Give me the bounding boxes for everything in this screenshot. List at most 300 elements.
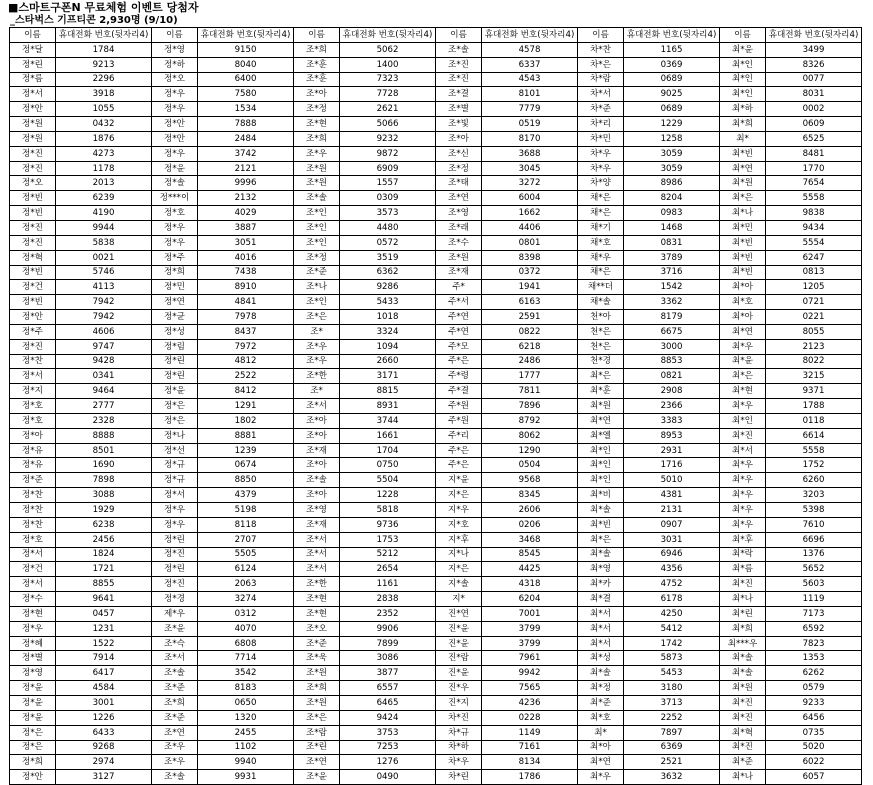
- winner-name-cell: 최*인: [720, 72, 766, 87]
- table-row: [10, 235, 862, 250]
- column-header-name: 이름: [578, 28, 624, 43]
- winner-name-cell: 주*리: [436, 428, 482, 443]
- winner-name-cell: 최*진: [720, 577, 766, 592]
- winner-name-cell: 주*: [436, 280, 482, 295]
- winner-name-cell: 정*성: [152, 324, 198, 339]
- winner-name-cell: 조*희: [294, 42, 340, 57]
- winner-phone-cell: 7323: [340, 72, 436, 87]
- winner-phone-cell: 0432: [56, 117, 152, 132]
- winner-phone-cell: 7896: [482, 399, 578, 414]
- winner-name-cell: 조*재: [294, 517, 340, 532]
- table-body: [10, 42, 862, 784]
- winner-phone-cell: 9942: [482, 666, 578, 681]
- winner-phone-cell: 9286: [340, 280, 436, 295]
- winner-name-cell: 정*린: [152, 369, 198, 384]
- winner-name-cell: 최*인: [720, 413, 766, 428]
- winner-phone-cell: 6525: [766, 131, 862, 146]
- winner-phone-cell: 9906: [340, 621, 436, 636]
- table-row: [10, 710, 862, 725]
- table-header-row: [10, 28, 862, 43]
- winner-name-cell: 정*우: [152, 87, 198, 102]
- winner-name-cell: 정*호: [10, 399, 56, 414]
- winner-phone-cell: 6163: [482, 295, 578, 310]
- winner-phone-cell: 2838: [340, 592, 436, 607]
- winner-name-cell: 조*영: [294, 503, 340, 518]
- table-row: [10, 399, 862, 414]
- winner-name-cell: 정*민: [152, 280, 198, 295]
- winner-name-cell: 정*린: [152, 562, 198, 577]
- winner-phone-cell: 7580: [198, 87, 294, 102]
- winner-name-cell: 조*오: [294, 621, 340, 636]
- column-header-phone: 휴대전화 번호(뒷자리4): [482, 28, 578, 43]
- winner-phone-cell: 1929: [56, 503, 152, 518]
- winner-name-cell: 최*연: [720, 161, 766, 176]
- winner-phone-cell: 4318: [482, 577, 578, 592]
- table-row: [10, 636, 862, 651]
- winner-phone-cell: 5873: [624, 651, 720, 666]
- winner-name-cell: 조*수: [436, 235, 482, 250]
- winner-phone-cell: 0519: [482, 117, 578, 132]
- winner-phone-cell: 5838: [56, 235, 152, 250]
- winner-phone-cell: 0309: [340, 191, 436, 206]
- winner-name-cell: 정*수: [10, 592, 56, 607]
- winner-name-cell: 정*진: [152, 547, 198, 562]
- winner-phone-cell: 7654: [766, 176, 862, 191]
- winner-name-cell: 정*건: [10, 280, 56, 295]
- winner-name-cell: 최*아: [578, 740, 624, 755]
- winner-name-cell: 최*빈: [720, 265, 766, 280]
- winner-name-cell: 정*달: [10, 42, 56, 57]
- winner-phone-cell: 3632: [624, 770, 720, 785]
- winner-name-cell: 조*준: [152, 710, 198, 725]
- table-row: [10, 131, 862, 146]
- winner-name-cell: 채*기: [578, 220, 624, 235]
- winner-phone-cell: 3713: [624, 695, 720, 710]
- winner-phone-cell: 0341: [56, 369, 152, 384]
- winner-phone-cell: 9872: [340, 146, 436, 161]
- table-row: [10, 547, 862, 562]
- winner-name-cell: 최*비: [578, 488, 624, 503]
- winner-name-cell: 주*은: [436, 458, 482, 473]
- winner-name-cell: 최*엘: [578, 428, 624, 443]
- winner-phone-cell: 7961: [482, 651, 578, 666]
- winner-name-cell: 차*준: [578, 102, 624, 117]
- winner-phone-cell: 2660: [340, 354, 436, 369]
- winner-name-cell: 최*은: [578, 369, 624, 384]
- table-row: [10, 220, 862, 235]
- winner-name-cell: 조*영: [436, 206, 482, 221]
- winner-name-cell: 조*정: [294, 250, 340, 265]
- winner-phone-cell: 0983: [624, 206, 720, 221]
- winner-name-cell: 정*린: [152, 532, 198, 547]
- winner-name-cell: 최*준: [578, 695, 624, 710]
- winner-name-cell: 최*: [578, 725, 624, 740]
- winner-name-cell: 최*우: [720, 473, 766, 488]
- winner-phone-cell: 1291: [198, 399, 294, 414]
- winner-phone-cell: 9268: [56, 740, 152, 755]
- winner-phone-cell: 2707: [198, 532, 294, 547]
- winner-name-cell: 정*름: [10, 72, 56, 87]
- winner-name-cell: 지*은: [436, 562, 482, 577]
- winner-name-cell: 지*윤: [436, 473, 482, 488]
- table-row: [10, 577, 862, 592]
- winner-name-cell: 정*윤: [10, 681, 56, 696]
- winner-phone-cell: 1229: [624, 117, 720, 132]
- table-row: [10, 206, 862, 221]
- winner-phone-cell: 1320: [198, 710, 294, 725]
- winner-phone-cell: 7899: [340, 636, 436, 651]
- winner-phone-cell: 3127: [56, 770, 152, 785]
- table-row: [10, 87, 862, 102]
- winner-phone-cell: 4190: [56, 206, 152, 221]
- winner-phone-cell: 1784: [56, 42, 152, 57]
- winner-name-cell: 최*원: [720, 176, 766, 191]
- winner-name-cell: 조*우: [152, 755, 198, 770]
- table-row: [10, 250, 862, 265]
- winner-name-cell: 최*아: [720, 310, 766, 325]
- winner-phone-cell: 6696: [766, 532, 862, 547]
- winner-phone-cell: 1055: [56, 102, 152, 117]
- winners-table: [9, 27, 862, 785]
- winner-phone-cell: 8170: [482, 131, 578, 146]
- winner-name-cell: 지*우: [436, 503, 482, 518]
- winner-name-cell: 정*찬: [10, 488, 56, 503]
- winner-phone-cell: 2654: [340, 562, 436, 577]
- table-row: [10, 770, 862, 785]
- winner-phone-cell: 6808: [198, 636, 294, 651]
- winner-phone-cell: 5746: [56, 265, 152, 280]
- winner-phone-cell: 4070: [198, 621, 294, 636]
- winner-phone-cell: 3789: [624, 250, 720, 265]
- column-header-phone: 휴대전화 번호(뒷자리4): [56, 28, 152, 43]
- winner-name-cell: 조*서: [152, 651, 198, 666]
- winner-name-cell: 정*빈: [10, 206, 56, 221]
- winner-phone-cell: 7942: [56, 310, 152, 325]
- winner-name-cell: 조*아: [294, 413, 340, 428]
- winner-name-cell: 최*연: [578, 413, 624, 428]
- winner-name-cell: 정*린: [10, 57, 56, 72]
- winner-name-cell: 최*진: [720, 710, 766, 725]
- winner-phone-cell: 0689: [624, 102, 720, 117]
- column-header-name: 이름: [10, 28, 56, 43]
- winner-name-cell: 지*나: [436, 547, 482, 562]
- winner-name-cell: 정*진: [10, 220, 56, 235]
- winner-phone-cell: 6465: [340, 695, 436, 710]
- winner-phone-cell: 7438: [198, 265, 294, 280]
- winner-phone-cell: 2132: [198, 191, 294, 206]
- winner-name-cell: 조*정: [436, 161, 482, 176]
- winner-phone-cell: 3877: [340, 666, 436, 681]
- winner-phone-cell: 3180: [624, 681, 720, 696]
- winner-phone-cell: 1690: [56, 458, 152, 473]
- winner-name-cell: 정*준: [10, 473, 56, 488]
- winner-name-cell: 최*진: [720, 695, 766, 710]
- winner-name-cell: 정*우: [152, 503, 198, 518]
- winner-phone-cell: 9940: [198, 755, 294, 770]
- winner-phone-cell: 6592: [766, 621, 862, 636]
- winner-phone-cell: 7779: [482, 102, 578, 117]
- winner-name-cell: 채*호: [578, 235, 624, 250]
- winner-name-cell: 차*진: [436, 710, 482, 725]
- winner-phone-cell: 8792: [482, 413, 578, 428]
- winner-name-cell: 정*호: [152, 206, 198, 221]
- winner-phone-cell: 9371: [766, 384, 862, 399]
- winner-phone-cell: 5020: [766, 740, 862, 755]
- winner-name-cell: 조*슥: [152, 636, 198, 651]
- winner-phone-cell: 0021: [56, 250, 152, 265]
- winner-phone-cell: 1704: [340, 443, 436, 458]
- winner-phone-cell: 2352: [340, 606, 436, 621]
- winner-name-cell: 정*우: [152, 102, 198, 117]
- winner-name-cell: 진*윤: [436, 621, 482, 636]
- winner-name-cell: 조*현: [294, 592, 340, 607]
- winner-name-cell: 정*안: [10, 770, 56, 785]
- winner-phone-cell: 6057: [766, 770, 862, 785]
- winner-name-cell: 조*신: [436, 146, 482, 161]
- winner-phone-cell: 3918: [56, 87, 152, 102]
- winner-name-cell: 최*은: [720, 191, 766, 206]
- winner-name-cell: 최*린: [720, 606, 766, 621]
- winner-name-cell: 조*인: [294, 295, 340, 310]
- winner-phone-cell: 2484: [198, 131, 294, 146]
- winner-phone-cell: 1258: [624, 131, 720, 146]
- winner-phone-cell: 8062: [482, 428, 578, 443]
- winner-name-cell: 조*나: [294, 280, 340, 295]
- winner-phone-cell: 1468: [624, 220, 720, 235]
- winner-phone-cell: 1094: [340, 339, 436, 354]
- winner-name-cell: 정*하: [152, 57, 198, 72]
- winner-name-cell: 조*희: [152, 695, 198, 710]
- winner-name-cell: 차*은: [578, 57, 624, 72]
- winner-phone-cell: 1161: [340, 577, 436, 592]
- winner-phone-cell: 0650: [198, 695, 294, 710]
- winner-name-cell: 조*아: [294, 458, 340, 473]
- winner-phone-cell: 1290: [482, 443, 578, 458]
- winner-name-cell: 주*은: [436, 443, 482, 458]
- table-row: [10, 562, 862, 577]
- winner-phone-cell: 3468: [482, 532, 578, 547]
- winner-name-cell: 정*우: [152, 146, 198, 161]
- winner-name-cell: 조*람: [294, 725, 340, 740]
- winner-phone-cell: 8398: [482, 250, 578, 265]
- column-header-phone: 휴대전화 번호(뒷자리4): [624, 28, 720, 43]
- winner-name-cell: 정*경: [152, 592, 198, 607]
- winner-phone-cell: 8501: [56, 443, 152, 458]
- winner-phone-cell: 5554: [766, 235, 862, 250]
- winner-name-cell: 정*별: [10, 651, 56, 666]
- winner-phone-cell: 7714: [198, 651, 294, 666]
- winner-name-cell: 정*빈: [10, 265, 56, 280]
- table-row: [10, 324, 862, 339]
- table-row: [10, 725, 862, 740]
- winner-name-cell: 정***이: [152, 191, 198, 206]
- winner-phone-cell: 5504: [340, 473, 436, 488]
- winner-name-cell: 주*서: [436, 295, 482, 310]
- winner-phone-cell: 2931: [624, 443, 720, 458]
- column-header-phone: 휴대전화 번호(뒷자리4): [340, 28, 436, 43]
- winner-name-cell: 정*규: [152, 458, 198, 473]
- winner-name-cell: 정*서: [152, 488, 198, 503]
- winner-phone-cell: 9838: [766, 206, 862, 221]
- winner-name-cell: 최*솔: [720, 666, 766, 681]
- winner-name-cell: 지*후: [436, 532, 482, 547]
- table-row: [10, 339, 862, 354]
- winner-name-cell: 조*결: [436, 87, 482, 102]
- winner-name-cell: 조*원: [294, 161, 340, 176]
- winner-phone-cell: 2123: [766, 339, 862, 354]
- winner-name-cell: 최*하: [720, 102, 766, 117]
- winner-phone-cell: 2455: [198, 725, 294, 740]
- winner-name-cell: 조*희: [294, 131, 340, 146]
- winner-name-cell: 조*솔: [152, 770, 198, 785]
- winner-phone-cell: 2366: [624, 399, 720, 414]
- table-row: [10, 681, 862, 696]
- winner-name-cell: 차*리: [578, 117, 624, 132]
- winner-phone-cell: 8481: [766, 146, 862, 161]
- winner-phone-cell: 6614: [766, 428, 862, 443]
- winner-name-cell: 정*오: [152, 72, 198, 87]
- winner-name-cell: 정*현: [10, 606, 56, 621]
- winner-name-cell: 최*혁: [720, 725, 766, 740]
- winner-phone-cell: 0735: [766, 725, 862, 740]
- winner-name-cell: 조*준: [152, 681, 198, 696]
- winner-phone-cell: 3272: [482, 176, 578, 191]
- winner-name-cell: 조*훈: [294, 57, 340, 72]
- winner-phone-cell: 0228: [482, 710, 578, 725]
- winner-name-cell: 최*민: [720, 220, 766, 235]
- winner-name-cell: 최*름: [720, 562, 766, 577]
- winner-phone-cell: 7897: [624, 725, 720, 740]
- winner-name-cell: 정*우: [152, 220, 198, 235]
- winner-phone-cell: 9025: [624, 87, 720, 102]
- winner-phone-cell: 0369: [624, 57, 720, 72]
- winner-phone-cell: 6675: [624, 324, 720, 339]
- winner-phone-cell: 1824: [56, 547, 152, 562]
- winner-name-cell: 조*솔: [152, 666, 198, 681]
- winner-name-cell: 진*윤: [436, 636, 482, 651]
- winner-name-cell: 주*원: [436, 399, 482, 414]
- winner-phone-cell: 6238: [56, 517, 152, 532]
- winner-name-cell: 최*우: [720, 399, 766, 414]
- winner-name-cell: 정*서: [10, 547, 56, 562]
- winner-phone-cell: 8412: [198, 384, 294, 399]
- winner-name-cell: 조*정: [294, 102, 340, 117]
- winner-name-cell: 천*은: [578, 324, 624, 339]
- column-header-name: 이름: [294, 28, 340, 43]
- winner-name-cell: 정*빈: [10, 191, 56, 206]
- winner-name-cell: 정*원: [10, 131, 56, 146]
- winner-name-cell: 최*후: [720, 532, 766, 547]
- winner-name-cell: 최*빈: [578, 517, 624, 532]
- winner-phone-cell: 3499: [766, 42, 862, 57]
- winner-phone-cell: 5066: [340, 117, 436, 132]
- winner-name-cell: 정*지: [10, 384, 56, 399]
- winner-phone-cell: 4379: [198, 488, 294, 503]
- winner-name-cell: 정*오: [10, 176, 56, 191]
- winner-name-cell: 주*연: [436, 324, 482, 339]
- winner-name-cell: 최*인: [720, 87, 766, 102]
- winner-name-cell: 차*하: [436, 740, 482, 755]
- winner-phone-cell: 1661: [340, 428, 436, 443]
- winner-phone-cell: 5398: [766, 503, 862, 518]
- winner-phone-cell: 1165: [624, 42, 720, 57]
- winner-phone-cell: 8179: [624, 310, 720, 325]
- winner-phone-cell: 3203: [766, 488, 862, 503]
- page-subtitle: _스타벅스 기프티콘 2,930명 (9/10): [10, 15, 178, 26]
- table-row: [10, 57, 862, 72]
- winner-phone-cell: 8888: [56, 428, 152, 443]
- winner-name-cell: 정*빈: [10, 295, 56, 310]
- winner-name-cell: 정*윤: [152, 384, 198, 399]
- winner-name-cell: 정*찬: [10, 503, 56, 518]
- winner-phone-cell: 8853: [624, 354, 720, 369]
- winner-name-cell: 최*솔: [578, 503, 624, 518]
- winner-name-cell: 조*은: [294, 710, 340, 725]
- winner-phone-cell: 2296: [56, 72, 152, 87]
- winner-name-cell: 채*우: [578, 250, 624, 265]
- winner-phone-cell: 5558: [766, 191, 862, 206]
- winner-name-cell: 최*우: [720, 339, 766, 354]
- winner-name-cell: 주*은: [436, 354, 482, 369]
- winner-phone-cell: 9931: [198, 770, 294, 785]
- winner-name-cell: 조*솔: [436, 42, 482, 57]
- winner-phone-cell: 7888: [198, 117, 294, 132]
- winner-phone-cell: 6456: [766, 710, 862, 725]
- winner-name-cell: 최*빈: [720, 250, 766, 265]
- winner-phone-cell: 1205: [766, 280, 862, 295]
- winner-phone-cell: 1276: [340, 755, 436, 770]
- winner-phone-cell: 2591: [482, 310, 578, 325]
- winner-phone-cell: 4584: [56, 681, 152, 696]
- winner-phone-cell: 6369: [624, 740, 720, 755]
- winner-name-cell: 최*우: [578, 770, 624, 785]
- winner-phone-cell: 3799: [482, 636, 578, 651]
- winner-name-cell: 지*솔: [436, 577, 482, 592]
- winner-name-cell: 정*은: [152, 413, 198, 428]
- winner-name-cell: 정*영: [10, 666, 56, 681]
- table-row: [10, 606, 862, 621]
- winner-phone-cell: 1119: [766, 592, 862, 607]
- winner-phone-cell: 6022: [766, 755, 862, 770]
- winner-name-cell: 정*주: [10, 324, 56, 339]
- winner-name-cell: 조*별: [436, 102, 482, 117]
- winner-name-cell: 조*서: [294, 562, 340, 577]
- winner-name-cell: 주*결: [436, 384, 482, 399]
- winner-name-cell: 최*은: [720, 369, 766, 384]
- winner-name-cell: 최*나: [720, 770, 766, 785]
- winner-phone-cell: 0221: [766, 310, 862, 325]
- table-row: [10, 117, 862, 132]
- winner-name-cell: 최*인: [578, 473, 624, 488]
- winner-phone-cell: 6004: [482, 191, 578, 206]
- winner-name-cell: 최*빈: [720, 235, 766, 250]
- winner-phone-cell: 8931: [340, 399, 436, 414]
- winner-name-cell: 정*진: [10, 146, 56, 161]
- winner-phone-cell: 0907: [624, 517, 720, 532]
- winner-phone-cell: 4752: [624, 577, 720, 592]
- winner-phone-cell: 1522: [56, 636, 152, 651]
- winner-phone-cell: 1557: [340, 176, 436, 191]
- winner-phone-cell: 3171: [340, 369, 436, 384]
- winner-phone-cell: 8118: [198, 517, 294, 532]
- table-row: [10, 503, 862, 518]
- winner-name-cell: 조*아: [436, 131, 482, 146]
- winner-phone-cell: 3744: [340, 413, 436, 428]
- winner-name-cell: 천*아: [578, 310, 624, 325]
- winner-name-cell: 차*민: [578, 131, 624, 146]
- winner-name-cell: 차*찬: [578, 42, 624, 57]
- winner-name-cell: 최*솔: [578, 666, 624, 681]
